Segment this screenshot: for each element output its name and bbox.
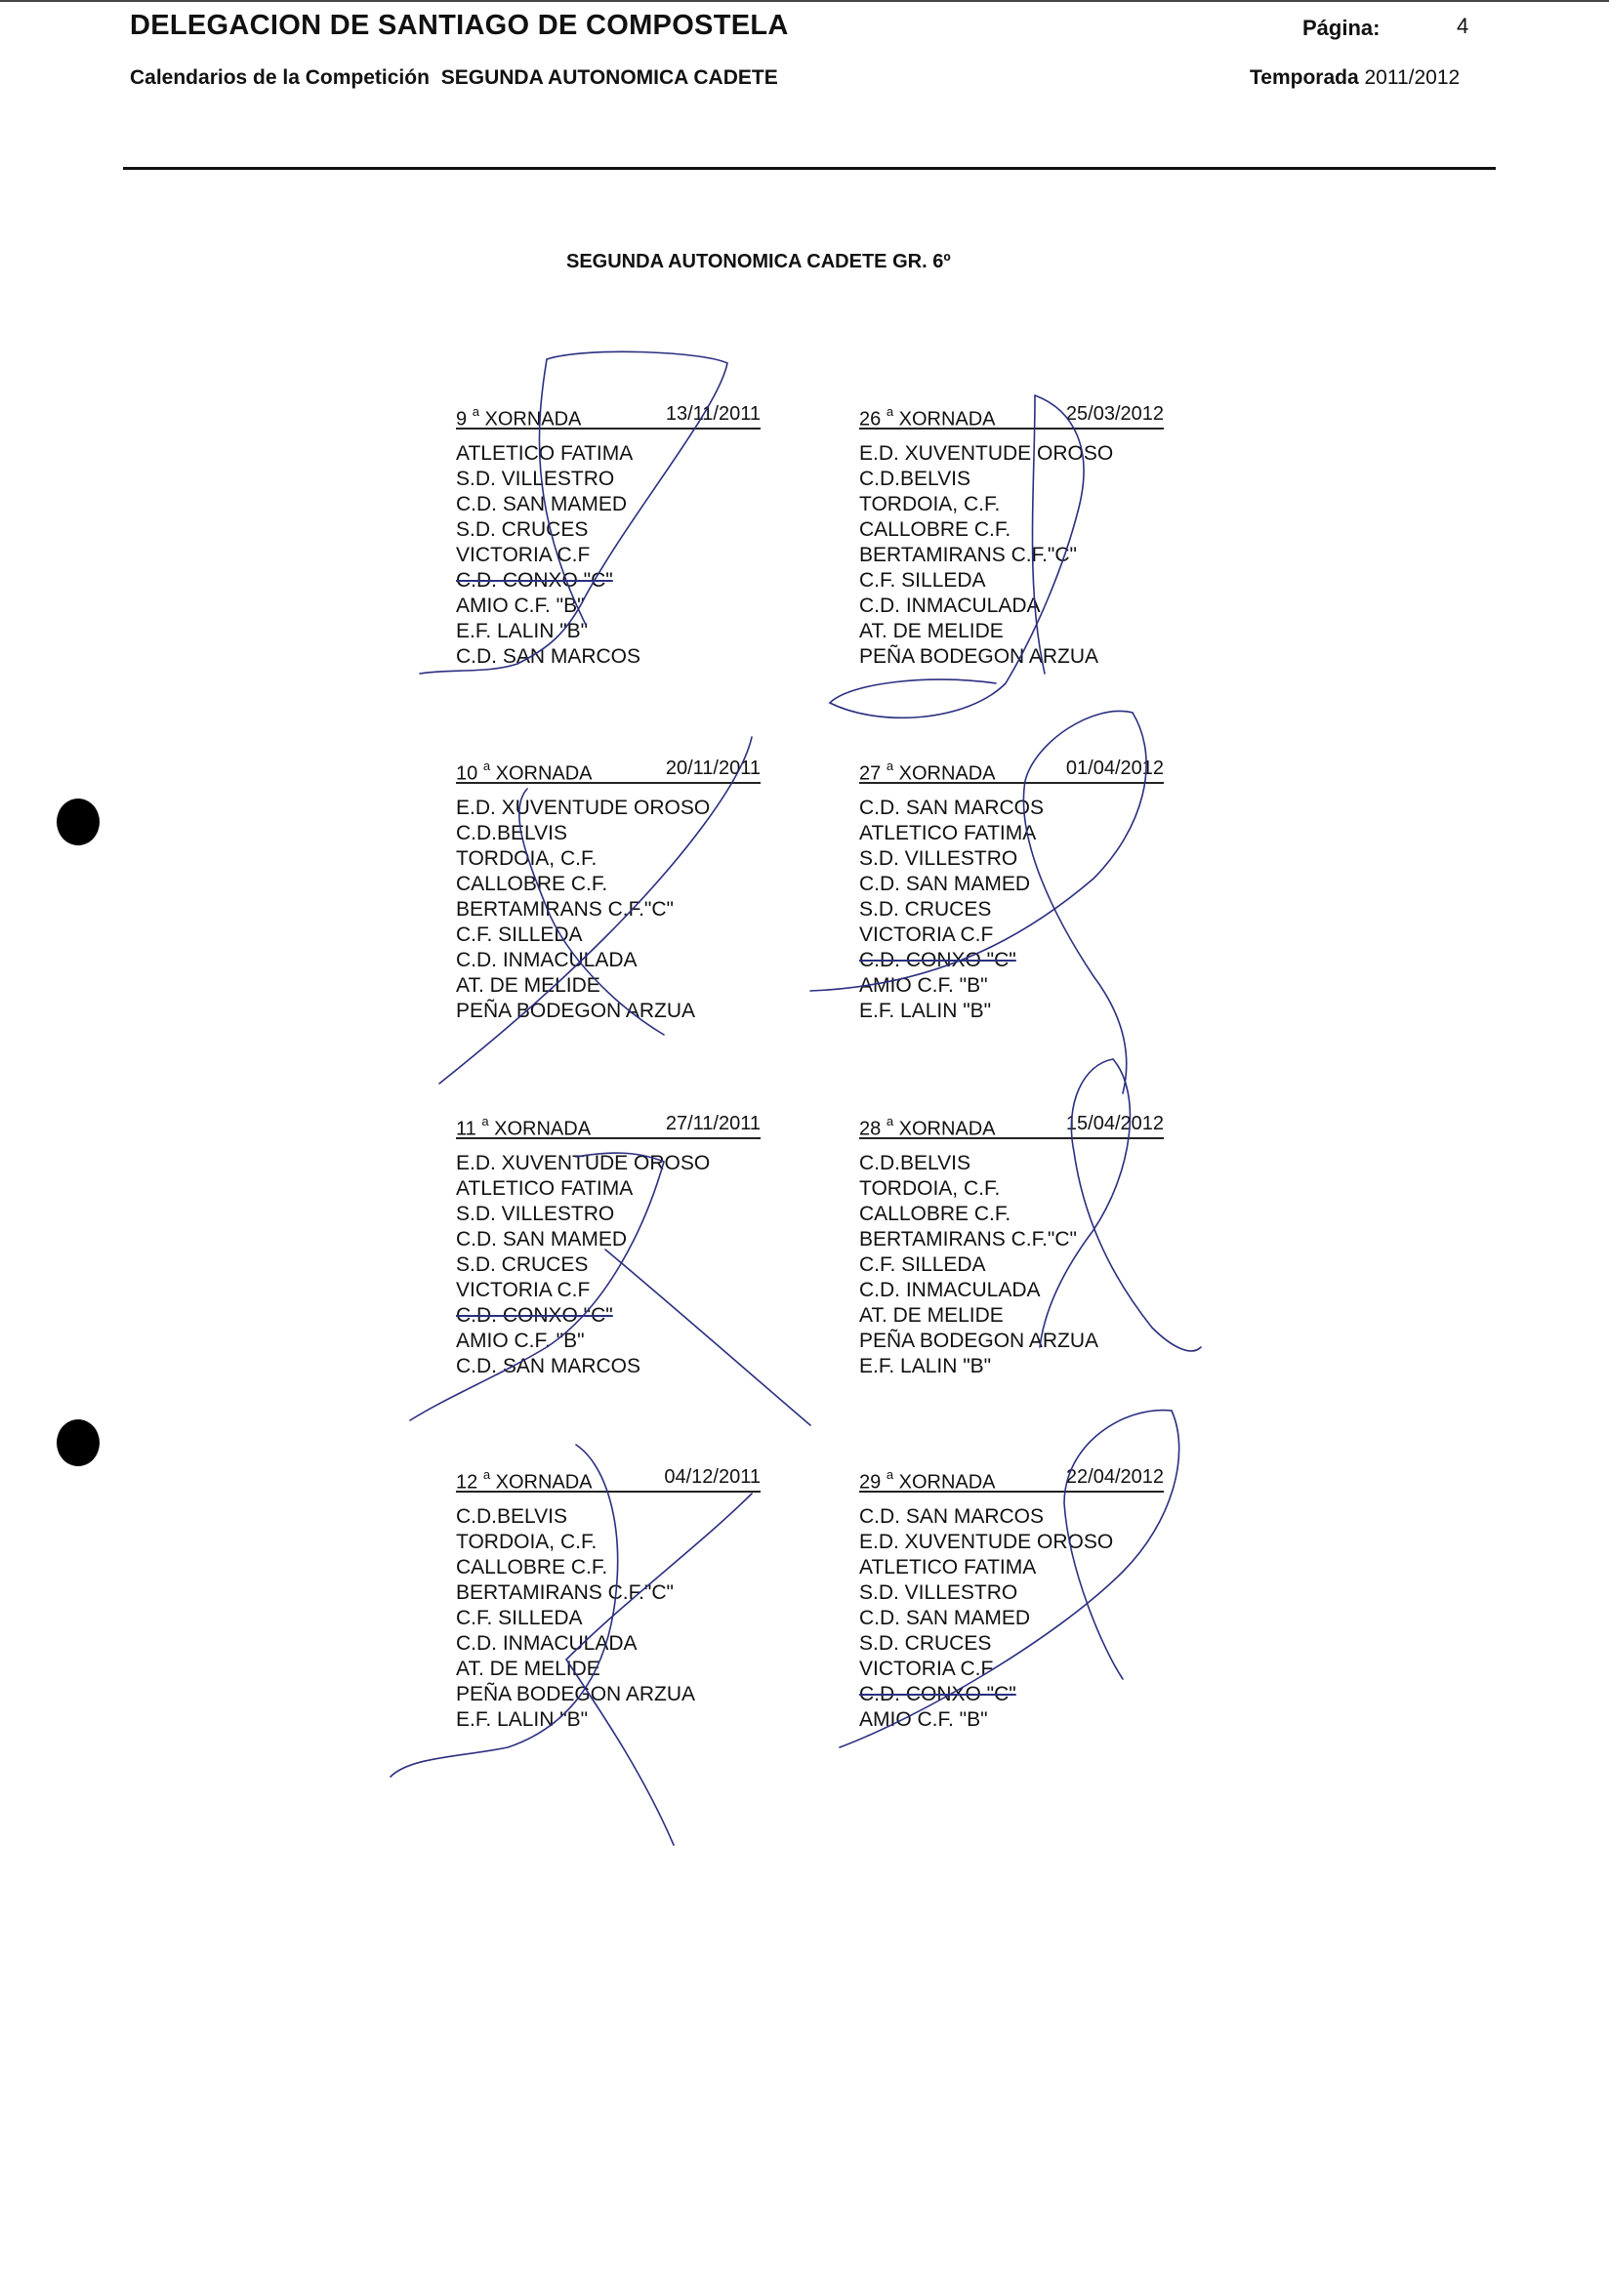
team-name: AMIO C.F. "B" — [859, 974, 988, 997]
round-label — [859, 1464, 996, 1494]
team-name: C.D. SAN MAMED — [456, 493, 628, 515]
page-top-border — [0, 0, 1609, 2]
team-name: C.D.BELVIS — [456, 822, 567, 844]
team-name: C.D.BELVIS — [456, 1505, 567, 1528]
round-header — [456, 1464, 761, 1493]
ordinal-marker: a — [886, 758, 894, 773]
team-name: ATLETICO FATIMA — [456, 1177, 634, 1200]
team-name: C.F. SILLEDA — [859, 1253, 986, 1276]
team-list — [456, 796, 761, 1024]
team-name: PEÑA BODEGON ARZUA — [456, 1683, 696, 1705]
round-word: XORNADA — [495, 762, 593, 785]
team-name: VICTORIA C.F — [859, 923, 994, 946]
team-name: BERTAMIRANS C.F."C" — [859, 1228, 1077, 1250]
team-name: S.D. VILLESTRO — [859, 1581, 1018, 1604]
round-date: 27/11/2011 — [665, 1113, 761, 1134]
team-name: C.D. SAN MAMED — [859, 1607, 1031, 1629]
round-header — [456, 1111, 761, 1139]
team-name: S.D. CRUCES — [859, 1632, 992, 1655]
team-name: AT. DE MELIDE — [859, 620, 1004, 642]
round-number: 9 — [456, 408, 468, 430]
team-list — [859, 441, 1164, 670]
round-block — [456, 1464, 761, 1733]
team-name: AMIO C.F. "B" — [456, 1330, 585, 1352]
round-date: 04/12/2011 — [664, 1466, 761, 1488]
ordinal-marker: a — [472, 404, 479, 419]
team-name: C.D. SAN MARCOS — [859, 1505, 1045, 1528]
team-name: ATLETICO FATIMA — [456, 442, 634, 465]
round-label — [456, 401, 582, 430]
page-label: Página: — [1302, 16, 1381, 40]
team-name: PEÑA BODEGON ARZUA — [859, 1330, 1099, 1352]
team-name: E.F. LALIN "B" — [456, 1708, 589, 1731]
team-name: CALLOBRE C.F. — [456, 1556, 608, 1578]
round-word: XORNADA — [898, 1471, 996, 1494]
round-number: 28 — [859, 1118, 882, 1140]
team-name: PEÑA BODEGON ARZUA — [859, 645, 1099, 668]
team-name: C.D. INMACULADA — [456, 1632, 638, 1655]
round-block — [456, 756, 761, 1024]
round-header — [456, 756, 761, 784]
team-name: C.D.BELVIS — [859, 468, 970, 490]
team-name: C.D. CONXO "C" — [456, 1304, 613, 1327]
team-name: E.D. XUVENTUDE OROSO — [859, 1531, 1114, 1553]
round-header — [859, 1111, 1164, 1139]
round-label — [456, 756, 593, 785]
round-word: XORNADA — [494, 1118, 592, 1140]
round-date: 15/04/2012 — [1065, 1113, 1164, 1134]
team-name: S.D. VILLESTRO — [859, 847, 1018, 870]
round-block — [859, 401, 1164, 670]
calendar-prefix: Calendarios de la Competición — [130, 66, 430, 89]
team-name: C.D. SAN MARCOS — [859, 797, 1045, 819]
org-title: DELEGACION DE SANTIAGO DE COMPOSTELA — [130, 10, 789, 41]
round-label — [859, 1111, 996, 1140]
team-name: S.D. CRUCES — [859, 898, 992, 921]
team-name: E.D. XUVENTUDE OROSO — [456, 797, 711, 819]
page-number: 4 — [1457, 14, 1469, 38]
team-list — [859, 1504, 1164, 1733]
round-date: 20/11/2011 — [665, 758, 761, 779]
team-name: C.D. SAN MAMED — [456, 1228, 628, 1250]
calendar-subheading — [130, 66, 778, 90]
round-word: XORNADA — [484, 408, 582, 430]
team-name: VICTORIA C.F — [859, 1658, 994, 1680]
team-name: TORDOIA, C.F. — [859, 493, 1001, 515]
round-label — [859, 401, 996, 430]
team-name: AT. DE MELIDE — [456, 974, 600, 997]
round-label — [456, 1111, 592, 1140]
round-word: XORNADA — [898, 762, 996, 785]
round-date: 01/04/2012 — [1065, 758, 1164, 779]
team-name: C.D. SAN MARCOS — [456, 1355, 641, 1377]
round-block — [456, 401, 761, 670]
season — [1250, 66, 1460, 90]
team-name: C.F. SILLEDA — [859, 569, 986, 592]
round-header — [859, 1464, 1164, 1493]
team-name: ATLETICO FATIMA — [859, 1556, 1037, 1578]
team-name: C.D. INMACULADA — [456, 949, 638, 971]
team-name: PEÑA BODEGON ARZUA — [456, 1000, 696, 1022]
header-rule — [123, 167, 1496, 170]
round-word: XORNADA — [495, 1471, 593, 1494]
team-name: E.D. XUVENTUDE OROSO — [859, 442, 1114, 465]
team-name: TORDOIA, C.F. — [456, 847, 598, 870]
competition-name: SEGUNDA AUTONOMICA CADETE — [440, 66, 778, 89]
ordinal-marker: a — [886, 1467, 894, 1482]
round-label — [456, 1464, 593, 1494]
season-label: Temporada — [1250, 66, 1359, 89]
team-name: VICTORIA C.F — [456, 544, 591, 566]
round-date: 22/04/2012 — [1065, 1466, 1164, 1488]
team-name: E.F. LALIN "B" — [859, 1000, 992, 1022]
round-header — [859, 401, 1164, 430]
team-name: BERTAMIRANS C.F."C" — [859, 544, 1077, 566]
group-title: SEGUNDA AUTONOMICA CADETE GR. 6º — [566, 251, 951, 272]
team-name: TORDOIA, C.F. — [859, 1177, 1001, 1200]
team-name: S.D. VILLESTRO — [456, 468, 615, 490]
team-name: AT. DE MELIDE — [859, 1304, 1004, 1327]
ordinal-marker: a — [482, 1467, 491, 1482]
team-name: S.D. CRUCES — [456, 1253, 589, 1276]
ordinal-marker: a — [482, 758, 491, 773]
ordinal-marker: a — [481, 1114, 489, 1128]
team-name: S.D. CRUCES — [456, 518, 589, 541]
team-name: E.F. LALIN "B" — [456, 620, 589, 642]
team-name: AMIO C.F. "B" — [456, 594, 585, 617]
team-name: AMIO C.F. "B" — [859, 1708, 988, 1731]
team-list — [859, 1151, 1164, 1379]
team-name: BERTAMIRANS C.F."C" — [456, 1581, 674, 1604]
round-number: 11 — [456, 1118, 476, 1140]
team-name: C.D. SAN MAMED — [859, 873, 1031, 895]
team-name: C.D.BELVIS — [859, 1152, 970, 1174]
round-word: XORNADA — [898, 408, 996, 430]
team-name: C.F. SILLEDA — [456, 1607, 583, 1629]
team-name: C.D. CONXO "C" — [859, 1683, 1016, 1705]
ordinal-marker: a — [886, 1114, 894, 1128]
team-name: CALLOBRE C.F. — [859, 1203, 1011, 1225]
team-name: TORDOIA, C.F. — [456, 1531, 598, 1553]
team-name: BERTAMIRANS C.F."C" — [456, 898, 674, 921]
round-word: XORNADA — [898, 1118, 996, 1140]
team-name: AT. DE MELIDE — [456, 1658, 600, 1680]
team-name: CALLOBRE C.F. — [859, 518, 1011, 541]
round-label — [859, 756, 996, 785]
round-block — [859, 1111, 1164, 1379]
team-list — [456, 1151, 761, 1379]
round-header — [859, 756, 1164, 784]
round-date: 13/11/2011 — [665, 403, 761, 425]
round-block — [859, 756, 1164, 1024]
team-name: VICTORIA C.F — [456, 1279, 591, 1301]
round-number: 12 — [456, 1471, 478, 1494]
round-block — [859, 1464, 1164, 1733]
round-number: 27 — [859, 762, 882, 785]
round-number: 26 — [859, 408, 882, 430]
team-name: C.D. INMACULADA — [859, 594, 1041, 617]
ordinal-marker: a — [886, 404, 894, 419]
team-name: C.D. CONXO "C" — [859, 949, 1016, 971]
round-block — [456, 1111, 761, 1379]
round-header — [456, 401, 761, 430]
team-name: C.F. SILLEDA — [456, 923, 583, 946]
team-name: S.D. VILLESTRO — [456, 1203, 615, 1225]
round-number: 29 — [859, 1471, 882, 1494]
team-name: C.D. SAN MARCOS — [456, 645, 641, 668]
punch-hole-icon — [57, 1419, 100, 1466]
team-list — [456, 1504, 761, 1733]
team-name: C.D. INMACULADA — [859, 1279, 1041, 1301]
team-name: E.D. XUVENTUDE OROSO — [456, 1152, 711, 1174]
team-list — [859, 796, 1164, 1024]
team-name: CALLOBRE C.F. — [456, 873, 608, 895]
team-name: ATLETICO FATIMA — [859, 822, 1037, 844]
punch-hole-icon — [57, 799, 100, 845]
team-name: E.F. LALIN "B" — [859, 1355, 992, 1377]
round-number: 10 — [456, 762, 478, 785]
team-list — [456, 441, 761, 670]
team-name: C.D. CONXO "C" — [456, 569, 613, 592]
round-date: 25/03/2012 — [1065, 403, 1164, 425]
season-value: 2011/2012 — [1364, 66, 1461, 89]
